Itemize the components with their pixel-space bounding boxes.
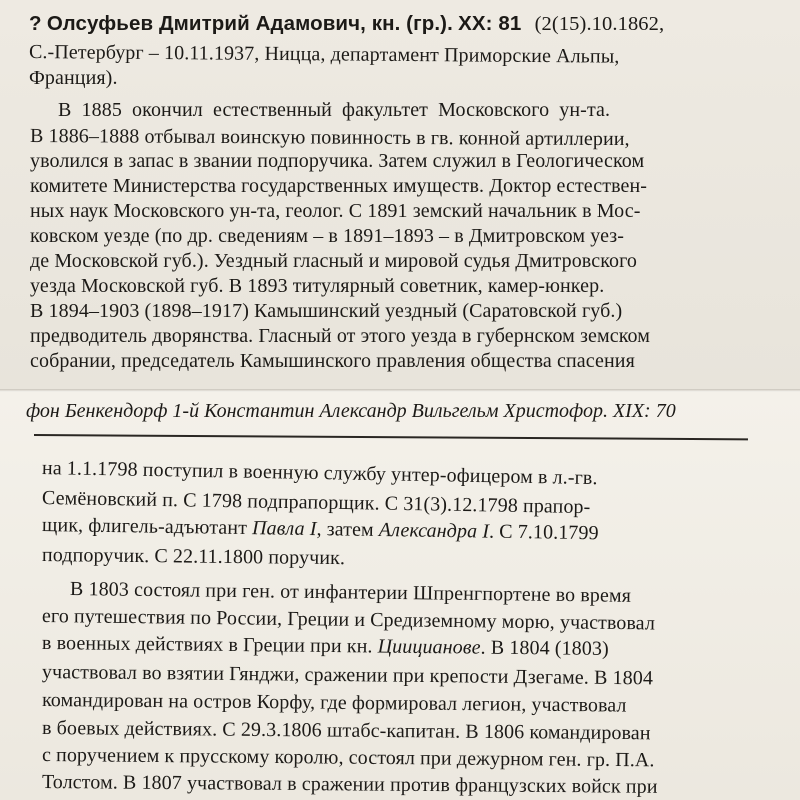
italic-name: Циицианове: [377, 635, 481, 659]
body-line: ковском уезде (по др. сведениям – в 1891–1893 – в Дмитровском уез-: [30, 225, 625, 247]
body-line: уволился в запас в звании подпоручика. Затем служил в Геологическом: [30, 150, 645, 172]
body-line: участвовал во взятии Гянджи, сражении при крепости Дзегаме. В 1804: [41, 661, 654, 690]
volume-reference: XX: 81: [458, 12, 522, 35]
body-line: предводитель дворянства. Гласный от этого уезда в губернском земском: [30, 325, 651, 347]
birth-date: (2(15).10.1862,: [534, 13, 665, 35]
body-line: командирован на остров Корфу, где формировал легион, участвовал: [41, 689, 627, 717]
body-line: де Московской губ.). Уездный гласный и мировой судья Дмитровского: [30, 250, 638, 272]
body-line: В 1803 состоял при ген. от инфантерии Шпренгпортене во время: [69, 578, 632, 607]
body-line: Толстом. В 1807 участвовал в сражении против французских войск при: [41, 771, 658, 798]
running-header: фон Бенкендорф 1-й Константин Александр Вильгельм Христофор. XIX: 70: [26, 400, 676, 422]
entry-country-line: Франция).: [29, 67, 118, 89]
body-line: Семёновский п. С 1798 подпрапорщик. С 31(3).12.1798 прапор-: [41, 487, 591, 519]
body-line: ных наук Московского ун-та, геолог. С 1891 земский начальник в Мос-: [30, 200, 641, 222]
text-run: в военных действиях в Греции при кн.: [41, 632, 378, 658]
upper-page-fragment: [0, 0, 800, 392]
text-run: щик, флигель-адъютант: [41, 514, 253, 540]
body-line: В 1885 окончил естественный факультет Московского ун-та.: [58, 99, 611, 121]
entry-places-line: С.-Петербург – 10.11.1937, Ницца, департамент Приморские Альпы,: [28, 41, 620, 68]
body-line: на 1.1.1798 поступил в военную службу унтер-офицером в л.-гв.: [41, 457, 598, 490]
text-run: . В 1804 (1803): [480, 636, 609, 660]
entry-name: Олсуфьев Дмитрий Адамович, кн. (гр.).: [46, 12, 453, 35]
body-line: его путешествия по России, Греции и Средиземному морю, участвовал: [41, 605, 656, 635]
entry-heading-line: [29, 12, 664, 36]
body-line: комитете Министерства государственных имуществ. Доктор естествен-: [30, 175, 648, 197]
italic-name: Александра I: [378, 518, 490, 543]
uncertain-marker: ?: [29, 12, 42, 35]
body-line: уезда Московской губ. В 1893 титулярный советник, камер-юнкер.: [30, 275, 605, 297]
italic-name: Павла I: [251, 517, 317, 541]
text-run: , затем: [316, 518, 380, 541]
body-line: собрании, председатель Камышинского правления общества спасения: [30, 350, 635, 372]
body-line: подпоручик. С 22.11.1800 поручик.: [41, 544, 346, 570]
text-run: . С 7.10.1799: [488, 520, 599, 545]
body-line: В 1886–1888 отбывал воинскую повинность в гв. конной артиллерии,: [29, 125, 630, 151]
body-line: с поручением к прусскому королю, состоял при дежурном ген. гр. П.А.: [41, 744, 655, 772]
body-line: В 1894–1903 (1898–1917) Камышинский уездный (Саратовской губ.): [30, 300, 623, 322]
body-line: в боевых действиях. С 29.3.1806 штабс-капитан. В 1806 командирован: [41, 717, 651, 745]
